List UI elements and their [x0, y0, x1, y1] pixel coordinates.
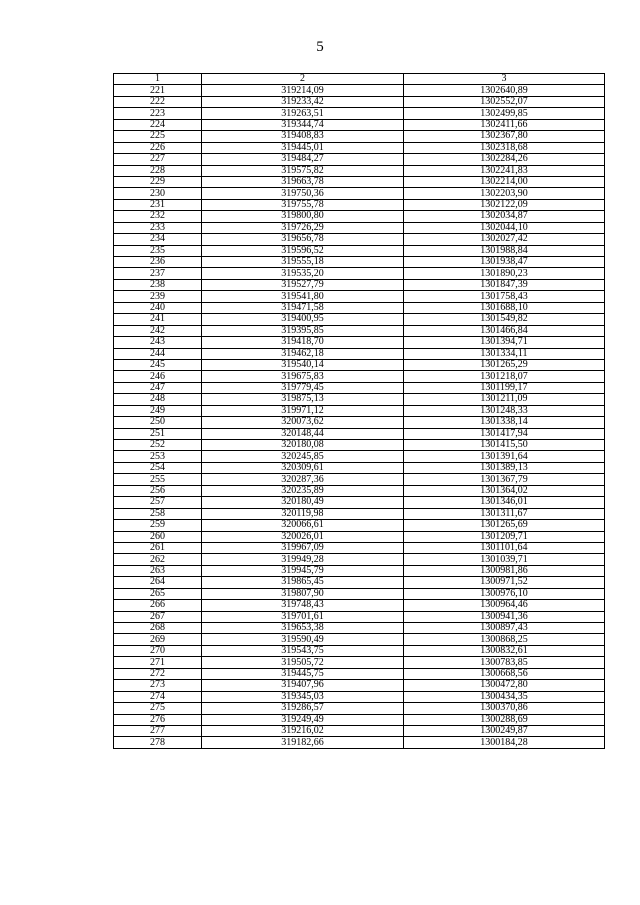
- y-coordinate-cell: 1301311,67: [404, 508, 605, 519]
- table-row: [114, 279, 605, 290]
- x-coordinate-cell: 319505,72: [202, 657, 404, 668]
- point-number-cell: 275: [114, 703, 202, 714]
- x-coordinate-cell: 319484,27: [202, 154, 404, 165]
- y-coordinate-cell: 1301218,07: [404, 371, 605, 382]
- y-coordinate-cell: 1302027,42: [404, 234, 605, 245]
- x-coordinate-cell: 319555,18: [202, 257, 404, 268]
- y-coordinate-cell: 1300832,61: [404, 645, 605, 656]
- y-coordinate-cell: 1300981,86: [404, 565, 605, 576]
- x-coordinate-cell: 319408,83: [202, 131, 404, 142]
- y-coordinate-cell: 1302318,68: [404, 142, 605, 153]
- x-coordinate-cell: 319541,80: [202, 291, 404, 302]
- point-number-cell: 271: [114, 657, 202, 668]
- point-number-cell: 277: [114, 725, 202, 736]
- x-coordinate-cell: 319407,96: [202, 680, 404, 691]
- y-coordinate-cell: 1302044,10: [404, 222, 605, 233]
- point-number-cell: 249: [114, 405, 202, 416]
- point-number-cell: 259: [114, 520, 202, 531]
- point-number-cell: 225: [114, 131, 202, 142]
- y-coordinate-cell: 1301211,09: [404, 394, 605, 405]
- y-coordinate-cell: 1301688,10: [404, 302, 605, 313]
- x-coordinate-cell: 320309,61: [202, 462, 404, 473]
- table-row: [114, 440, 605, 451]
- point-number-cell: 235: [114, 245, 202, 256]
- table-row: [114, 634, 605, 645]
- point-number-cell: 238: [114, 279, 202, 290]
- y-coordinate-cell: 1301758,43: [404, 291, 605, 302]
- x-coordinate-cell: 320245,85: [202, 451, 404, 462]
- y-coordinate-cell: 1300472,80: [404, 680, 605, 691]
- point-number-cell: 268: [114, 623, 202, 634]
- table-row: [114, 96, 605, 107]
- point-number-cell: 247: [114, 382, 202, 393]
- table-row: [114, 531, 605, 542]
- point-number-cell: 273: [114, 680, 202, 691]
- x-coordinate-cell: 319596,52: [202, 245, 404, 256]
- y-coordinate-cell: 1301039,71: [404, 554, 605, 565]
- table-row: [114, 85, 605, 96]
- x-coordinate-cell: 319395,85: [202, 325, 404, 336]
- x-coordinate-cell: 320119,98: [202, 508, 404, 519]
- y-coordinate-cell: 1300434,35: [404, 691, 605, 702]
- y-coordinate-cell: 1302367,80: [404, 131, 605, 142]
- point-number-cell: 260: [114, 531, 202, 542]
- y-coordinate-cell: 1301847,39: [404, 279, 605, 290]
- y-coordinate-cell: 1301389,13: [404, 462, 605, 473]
- y-coordinate-cell: 1302122,09: [404, 199, 605, 210]
- y-coordinate-cell: 1301549,82: [404, 314, 605, 325]
- point-number-cell: 231: [114, 199, 202, 210]
- table-row: [114, 371, 605, 382]
- x-coordinate-cell: 319726,29: [202, 222, 404, 233]
- x-coordinate-cell: 319701,61: [202, 611, 404, 622]
- x-coordinate-cell: 319967,09: [202, 542, 404, 553]
- y-coordinate-cell: 1301367,79: [404, 474, 605, 485]
- table-row: [114, 314, 605, 325]
- x-coordinate-cell: 319800,80: [202, 211, 404, 222]
- table-row: [114, 508, 605, 519]
- table-row: [114, 691, 605, 702]
- point-number-cell: 233: [114, 222, 202, 233]
- point-number-cell: 221: [114, 85, 202, 96]
- x-coordinate-cell: 319675,83: [202, 371, 404, 382]
- x-coordinate-cell: 319445,75: [202, 668, 404, 679]
- x-coordinate-cell: 319971,12: [202, 405, 404, 416]
- point-number-cell: 236: [114, 257, 202, 268]
- x-coordinate-cell: 320148,44: [202, 428, 404, 439]
- x-coordinate-cell: 320026,01: [202, 531, 404, 542]
- point-number-cell: 237: [114, 268, 202, 279]
- y-coordinate-cell: 1301938,47: [404, 257, 605, 268]
- point-number-cell: 251: [114, 428, 202, 439]
- point-number-cell: 276: [114, 714, 202, 725]
- table-row: [114, 703, 605, 714]
- x-coordinate-cell: 319233,42: [202, 96, 404, 107]
- table-row: [114, 131, 605, 142]
- point-number-cell: 253: [114, 451, 202, 462]
- point-number-cell: 229: [114, 176, 202, 187]
- x-coordinate-cell: 319656,78: [202, 234, 404, 245]
- header-cell-x: 2: [202, 74, 404, 85]
- page-number: 5: [316, 39, 324, 55]
- point-number-cell: 244: [114, 348, 202, 359]
- y-coordinate-cell: 1302552,07: [404, 96, 605, 107]
- table-row: [114, 108, 605, 119]
- x-coordinate-cell: 319418,70: [202, 337, 404, 348]
- y-coordinate-cell: 1301101,64: [404, 542, 605, 553]
- y-coordinate-cell: 1301334,11: [404, 348, 605, 359]
- y-coordinate-cell: 1302284,26: [404, 154, 605, 165]
- table-row: [114, 474, 605, 485]
- x-coordinate-cell: 319471,58: [202, 302, 404, 313]
- y-coordinate-cell: 1300783,85: [404, 657, 605, 668]
- x-coordinate-cell: 320235,89: [202, 485, 404, 496]
- x-coordinate-cell: 319875,13: [202, 394, 404, 405]
- y-coordinate-cell: 1300971,52: [404, 577, 605, 588]
- x-coordinate-cell: 319590,49: [202, 634, 404, 645]
- point-number-cell: 227: [114, 154, 202, 165]
- table-row: [114, 417, 605, 428]
- table-row: [114, 359, 605, 370]
- y-coordinate-cell: 1301394,71: [404, 337, 605, 348]
- y-coordinate-cell: 1301466,84: [404, 325, 605, 336]
- point-number-cell: 269: [114, 634, 202, 645]
- x-coordinate-cell: 319748,43: [202, 600, 404, 611]
- table-row: [114, 714, 605, 725]
- table-row: [114, 382, 605, 393]
- y-coordinate-cell: 1300288,69: [404, 714, 605, 725]
- y-coordinate-cell: 1301391,64: [404, 451, 605, 462]
- x-coordinate-cell: 319216,02: [202, 725, 404, 736]
- x-coordinate-cell: 319286,57: [202, 703, 404, 714]
- table-row: [114, 222, 605, 233]
- y-coordinate-cell: 1301248,33: [404, 405, 605, 416]
- y-coordinate-cell: 1301265,29: [404, 359, 605, 370]
- x-coordinate-cell: 319755,78: [202, 199, 404, 210]
- table-row: [114, 325, 605, 336]
- y-coordinate-cell: 1302241,83: [404, 165, 605, 176]
- x-coordinate-cell: 319214,09: [202, 85, 404, 96]
- table-header-row: [114, 74, 605, 85]
- x-coordinate-cell: 319865,45: [202, 577, 404, 588]
- table-row: [114, 462, 605, 473]
- table-row: [114, 725, 605, 736]
- x-coordinate-cell: 320180,08: [202, 440, 404, 451]
- table-row: [114, 302, 605, 313]
- table-row: [114, 554, 605, 565]
- table-row: [114, 188, 605, 199]
- table-row: [114, 291, 605, 302]
- table-row: [114, 680, 605, 691]
- point-number-cell: 274: [114, 691, 202, 702]
- y-coordinate-cell: 1300941,36: [404, 611, 605, 622]
- x-coordinate-cell: 320073,62: [202, 417, 404, 428]
- point-number-cell: 263: [114, 565, 202, 576]
- y-coordinate-cell: 1302203,90: [404, 188, 605, 199]
- point-number-cell: 278: [114, 737, 202, 748]
- point-number-cell: 246: [114, 371, 202, 382]
- table-row: [114, 611, 605, 622]
- table-row: [114, 234, 605, 245]
- x-coordinate-cell: 319779,45: [202, 382, 404, 393]
- y-coordinate-cell: 1301364,02: [404, 485, 605, 496]
- table-row: [114, 394, 605, 405]
- y-coordinate-cell: 1301199,17: [404, 382, 605, 393]
- x-coordinate-cell: 319543,75: [202, 645, 404, 656]
- y-coordinate-cell: 1301415,50: [404, 440, 605, 451]
- x-coordinate-cell: 319807,90: [202, 588, 404, 599]
- table-row: [114, 451, 605, 462]
- table-row: [114, 257, 605, 268]
- x-coordinate-cell: 320180,49: [202, 497, 404, 508]
- point-number-cell: 264: [114, 577, 202, 588]
- table-row: [114, 737, 605, 748]
- point-number-cell: 240: [114, 302, 202, 313]
- x-coordinate-cell: 320287,36: [202, 474, 404, 485]
- point-number-cell: 243: [114, 337, 202, 348]
- y-coordinate-cell: 1300184,28: [404, 737, 605, 748]
- y-coordinate-cell: 1300370,86: [404, 703, 605, 714]
- point-number-cell: 222: [114, 96, 202, 107]
- x-coordinate-cell: 319750,36: [202, 188, 404, 199]
- y-coordinate-cell: 1300868,25: [404, 634, 605, 645]
- y-coordinate-cell: 1300897,43: [404, 623, 605, 634]
- point-number-cell: 254: [114, 462, 202, 473]
- point-number-cell: 242: [114, 325, 202, 336]
- x-coordinate-cell: 319945,79: [202, 565, 404, 576]
- coordinates-table: [113, 73, 605, 749]
- y-coordinate-cell: 1300668,56: [404, 668, 605, 679]
- y-coordinate-cell: 1301890,23: [404, 268, 605, 279]
- table-row: [114, 348, 605, 359]
- table-row: [114, 645, 605, 656]
- point-number-cell: 262: [114, 554, 202, 565]
- point-number-cell: 270: [114, 645, 202, 656]
- y-coordinate-cell: 1301338,14: [404, 417, 605, 428]
- table-row: [114, 405, 605, 416]
- x-coordinate-cell: 319575,82: [202, 165, 404, 176]
- x-coordinate-cell: 319540,14: [202, 359, 404, 370]
- table-row: [114, 588, 605, 599]
- table-row: [114, 165, 605, 176]
- table-row: [114, 577, 605, 588]
- table-row: [114, 565, 605, 576]
- table-row: [114, 520, 605, 531]
- table-row: [114, 268, 605, 279]
- point-number-cell: 256: [114, 485, 202, 496]
- point-number-cell: 257: [114, 497, 202, 508]
- x-coordinate-cell: 319653,38: [202, 623, 404, 634]
- table-row: [114, 668, 605, 679]
- y-coordinate-cell: 1300964,46: [404, 600, 605, 611]
- y-coordinate-cell: 1300249,87: [404, 725, 605, 736]
- y-coordinate-cell: 1300976,10: [404, 588, 605, 599]
- point-number-cell: 255: [114, 474, 202, 485]
- x-coordinate-cell: 319263,51: [202, 108, 404, 119]
- x-coordinate-cell: 319462,18: [202, 348, 404, 359]
- y-coordinate-cell: 1301346,01: [404, 497, 605, 508]
- table-row: [114, 485, 605, 496]
- table-row: [114, 211, 605, 222]
- point-number-cell: 228: [114, 165, 202, 176]
- point-number-cell: 234: [114, 234, 202, 245]
- x-coordinate-cell: 319949,28: [202, 554, 404, 565]
- x-coordinate-cell: 319445,01: [202, 142, 404, 153]
- point-number-cell: 226: [114, 142, 202, 153]
- table-row: [114, 176, 605, 187]
- x-coordinate-cell: 319249,49: [202, 714, 404, 725]
- point-number-cell: 223: [114, 108, 202, 119]
- y-coordinate-cell: 1302214,00: [404, 176, 605, 187]
- table-row: [114, 199, 605, 210]
- y-coordinate-cell: 1302499,85: [404, 108, 605, 119]
- table-row: [114, 657, 605, 668]
- point-number-cell: 266: [114, 600, 202, 611]
- header-cell-point: 1: [114, 74, 202, 85]
- y-coordinate-cell: 1302640,89: [404, 85, 605, 96]
- x-coordinate-cell: 319344,74: [202, 119, 404, 130]
- table-row: [114, 623, 605, 634]
- table-row: [114, 337, 605, 348]
- point-number-cell: 230: [114, 188, 202, 199]
- table-row: [114, 245, 605, 256]
- x-coordinate-cell: 319527,79: [202, 279, 404, 290]
- x-coordinate-cell: 319535,20: [202, 268, 404, 279]
- y-coordinate-cell: 1302411,66: [404, 119, 605, 130]
- header-cell-y: 3: [404, 74, 605, 85]
- point-number-cell: 267: [114, 611, 202, 622]
- y-coordinate-cell: 1302034,87: [404, 211, 605, 222]
- table-row: [114, 497, 605, 508]
- table-row: [114, 119, 605, 130]
- table-row: [114, 154, 605, 165]
- point-number-cell: 250: [114, 417, 202, 428]
- y-coordinate-cell: 1301417,94: [404, 428, 605, 439]
- point-number-cell: 261: [114, 542, 202, 553]
- x-coordinate-cell: 320066,61: [202, 520, 404, 531]
- point-number-cell: 272: [114, 668, 202, 679]
- table-row: [114, 142, 605, 153]
- point-number-cell: 258: [114, 508, 202, 519]
- x-coordinate-cell: 319400,95: [202, 314, 404, 325]
- point-number-cell: 245: [114, 359, 202, 370]
- point-number-cell: 232: [114, 211, 202, 222]
- point-number-cell: 239: [114, 291, 202, 302]
- table-row: [114, 542, 605, 553]
- table-row: [114, 428, 605, 439]
- y-coordinate-cell: 1301988,84: [404, 245, 605, 256]
- x-coordinate-cell: 319345,03: [202, 691, 404, 702]
- x-coordinate-cell: 319663,78: [202, 176, 404, 187]
- point-number-cell: 248: [114, 394, 202, 405]
- table-body: [114, 74, 605, 749]
- y-coordinate-cell: 1301209,71: [404, 531, 605, 542]
- point-number-cell: 265: [114, 588, 202, 599]
- table-row: [114, 600, 605, 611]
- x-coordinate-cell: 319182,66: [202, 737, 404, 748]
- point-number-cell: 224: [114, 119, 202, 130]
- point-number-cell: 241: [114, 314, 202, 325]
- y-coordinate-cell: 1301265,69: [404, 520, 605, 531]
- point-number-cell: 252: [114, 440, 202, 451]
